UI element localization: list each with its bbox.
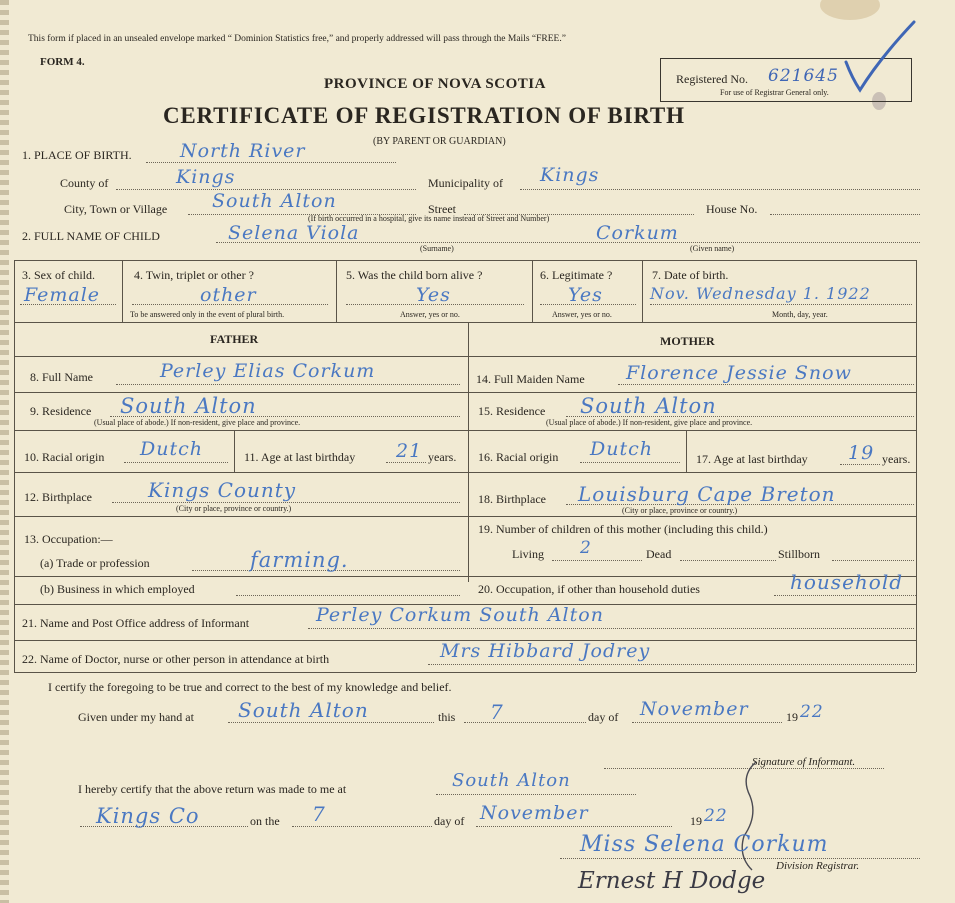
informant-value: Perley Corkum South Alton — [316, 604, 604, 626]
place-of-birth-label: 1. PLACE OF BIRTH. — [22, 148, 132, 162]
father-racial-value: Dutch — [140, 438, 203, 460]
hospital-note: (If birth occurred in a hospital, give its name instead of Street and Number) — [308, 214, 550, 223]
registrar-statement: I hereby certify that the above return was made to me at — [78, 782, 347, 796]
given-place-value: South Alton — [238, 698, 369, 722]
twin-note: To be answered only in the event of plural birth. — [130, 310, 285, 319]
child-name-label: 2. FULL NAME OF CHILD — [22, 229, 160, 243]
father-years-label: years. — [428, 450, 457, 464]
trade-value: farming. — [250, 548, 349, 572]
attendant-label: 22. Name of Doctor, nurse or other person in attendance at birth — [22, 652, 330, 666]
perforated-edge — [0, 0, 9, 903]
father-name-value: Perley Elias Corkum — [160, 360, 376, 382]
given-day-of-label: day of — [588, 710, 619, 724]
twin-label: 4. Twin, triplet or other ? — [134, 268, 254, 282]
father-residence-note: (Usual place of abode.) If non-resident, give place and province. — [94, 418, 301, 427]
date-of-birth-note: Month, day, year. — [772, 310, 828, 319]
legitimate-note: Answer, yes or no. — [552, 310, 612, 319]
given-year-prefix: 19 — [786, 710, 798, 724]
given-day-value: 7 — [490, 700, 504, 724]
registered-label: Registered No. — [676, 72, 748, 86]
place-of-birth-value: North River — [180, 140, 306, 162]
form-number: FORM 4. — [40, 56, 85, 68]
on-the-label: on the — [250, 814, 280, 828]
certify-statement: I certify the foregoing to be true and correct to the best of my knowledge and belief. — [48, 680, 452, 694]
attendant-value: Mrs Hibbard Jodrey — [440, 640, 651, 662]
father-age-value: 21 — [396, 440, 423, 462]
certificate-title: CERTIFICATE OF REGISTRATION OF BIRTH — [163, 103, 685, 128]
registrar-county-value: Kings Co — [96, 804, 200, 828]
informant-signature-note: Signature of Informant. — [752, 756, 856, 768]
father-racial-label: 10. Racial origin — [24, 450, 105, 464]
registrar-day-value: 7 — [312, 802, 326, 826]
province-title: PROVINCE OF NOVA SCOTIA — [324, 76, 546, 92]
father-birthplace-label: 12. Birthplace — [24, 490, 92, 504]
mother-occupation-value: household — [790, 570, 904, 594]
given-name-note: (Given name) — [690, 244, 735, 253]
living-label: Living — [512, 547, 544, 561]
father-occupation-label: 13. Occupation:— — [24, 532, 113, 546]
registrar-signature: Miss Selena Corkum — [580, 832, 829, 857]
mother-age-value: 19 — [848, 442, 875, 464]
registrar-day-of-label: day of — [434, 814, 465, 828]
sex-value: Female — [24, 284, 101, 306]
mother-residence-note: (Usual place of abode.) If non-resident, give place and province. — [546, 418, 753, 427]
informant-label: 21. Name and Post Office address of Informant — [22, 616, 250, 630]
house-number-label: House No. — [706, 202, 758, 216]
born-alive-label: 5. Was the child born alive ? — [346, 268, 483, 282]
mother-heading: MOTHER — [660, 334, 715, 348]
registrar-place-value: South Alton — [452, 770, 571, 791]
mother-name-label: 14. Full Maiden Name — [476, 372, 585, 386]
born-alive-note: Answer, yes or no. — [400, 310, 460, 319]
registrar-month-value: November — [480, 802, 589, 824]
registered-note: For use of Registrar General only. — [720, 88, 829, 97]
mail-notice: This form if placed in an unsealed envelope marked “ Dominion Statistics free,” and properly addressed will pass through the Mails “FREE.” — [28, 34, 566, 44]
father-name-label: 8. Full Name — [30, 370, 93, 384]
date-of-birth-label: 7. Date of birth. — [652, 268, 729, 282]
children-count-label: 19. Number of children of this mother (including this child.) — [478, 522, 768, 536]
county-value: Kings — [176, 166, 236, 188]
municipality-value: Kings — [540, 164, 600, 186]
stillborn-label: Stillborn — [778, 547, 821, 561]
mother-racial-label: 16. Racial origin — [478, 450, 559, 464]
mother-racial-value: Dutch — [590, 438, 653, 460]
city-value: South Alton — [212, 190, 337, 212]
mother-birthplace-value: Louisburg Cape Breton — [578, 482, 836, 506]
registrar-year-value: 22 — [704, 806, 728, 826]
living-value: 2 — [580, 538, 592, 558]
registrar-year-prefix: 19 — [690, 814, 702, 828]
father-residence-label: 9. Residence — [30, 404, 92, 418]
father-residence-value: South Alton — [120, 394, 257, 418]
county-label: County of — [60, 176, 109, 190]
mother-name-value: Florence Jessie Snow — [626, 362, 852, 384]
mother-residence-value: South Alton — [580, 394, 717, 418]
legitimate-value: Yes — [568, 284, 603, 306]
mother-years-label: years. — [882, 452, 911, 466]
this-label: this — [438, 710, 456, 724]
mother-age-label: 17. Age at last birthday — [696, 452, 808, 466]
date-of-birth-value: Nov. Wednesday 1. 1922 — [650, 284, 871, 303]
dead-label: Dead — [646, 547, 672, 561]
father-heading: FATHER — [210, 332, 259, 346]
father-age-label: 11. Age at last birthday — [244, 450, 356, 464]
certificate-subtitle: (BY PARENT OR GUARDIAN) — [373, 136, 506, 147]
given-label: Given under my hand at — [78, 710, 194, 724]
mother-residence-label: 15. Residence — [478, 404, 546, 418]
mother-occupation-label: 20. Occupation, if other than household duties — [478, 582, 700, 596]
street-label: Street — [428, 202, 456, 216]
stain — [820, 0, 880, 20]
municipality-label: Municipality of — [428, 176, 503, 190]
city-label: City, Town or Village — [64, 202, 168, 216]
surname-note: (Surname) — [420, 244, 454, 253]
division-registrar-note: Division Registrar. — [776, 860, 860, 872]
mother-birthplace-label: 18. Birthplace — [478, 492, 546, 506]
born-alive-value: Yes — [416, 284, 451, 306]
given-year-value: 22 — [800, 702, 824, 722]
trade-label: (a) Trade or profession — [40, 556, 150, 570]
business-label: (b) Business in which employed — [40, 582, 195, 596]
child-first-name: Selena Viola — [228, 222, 360, 244]
father-birthplace-value: Kings County — [148, 478, 297, 502]
mother-birthplace-note: (City or place, province or country.) — [622, 506, 738, 515]
child-surname: Corkum — [596, 222, 679, 244]
registered-number: 621645 — [768, 66, 839, 86]
twin-value: other — [200, 284, 257, 306]
registrar-counter-signature: Ernest H Dodge — [578, 868, 766, 894]
given-month-value: November — [640, 698, 749, 720]
legitimate-label: 6. Legitimate ? — [540, 268, 613, 282]
father-birthplace-note: (City or place, province or country.) — [176, 504, 292, 513]
check-mark-icon — [840, 18, 920, 98]
sex-label: 3. Sex of child. — [22, 268, 95, 282]
